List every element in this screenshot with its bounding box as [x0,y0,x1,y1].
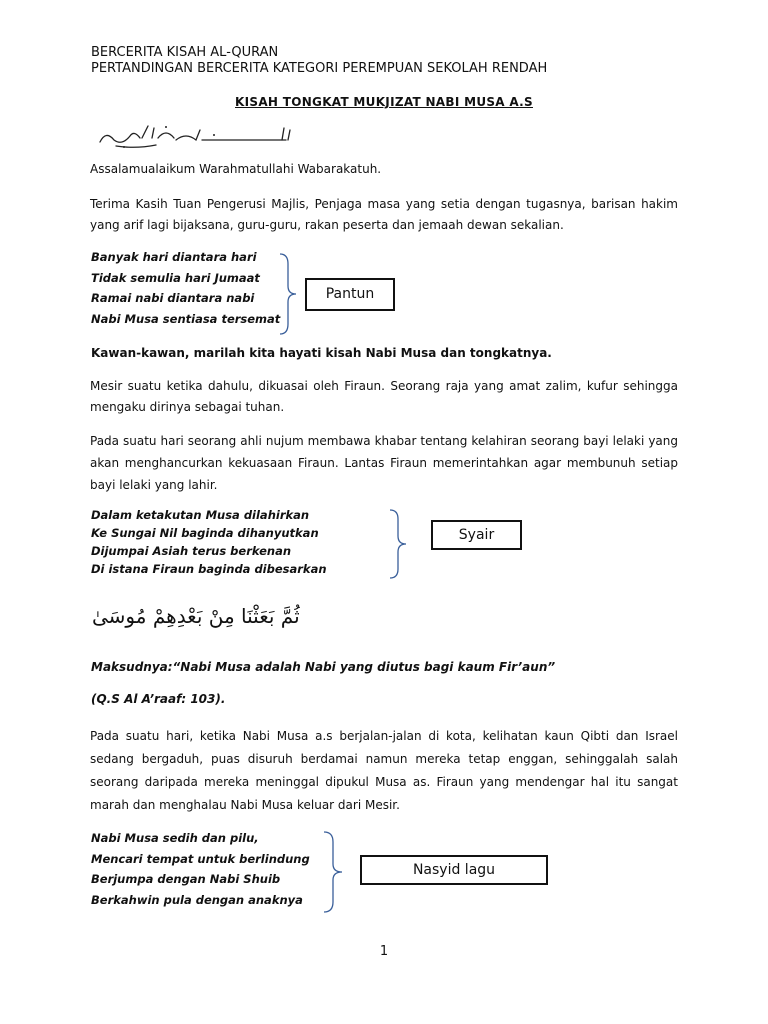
story-title: KISAH TONGKAT MUKJIZAT NABI MUSA A.S [235,95,533,109]
verse-meaning: Maksudnya:“Nabi Musa adalah Nabi yang diutus bagi kaum Fir’aun” [91,660,556,674]
verse-line: Dijumpai Asiah terus berkenan [91,544,292,558]
pantun-label-box: Pantun [305,278,395,311]
verse-line: Berjumpa dengan Nabi Shuib [91,872,281,886]
page-number: 1 [379,944,389,959]
invitation-text: Kawan-kawan, marilah kita hayati kisah Nabi Musa dan tongkatnya. [91,346,552,360]
right-brace-icon [278,252,300,336]
header-line-1: BERCERITA KISAH AL-QURAN [91,45,279,60]
verse-line: Nabi Musa sedih dan pilu, [91,831,259,845]
story-paragraph-2: Pada suatu hari seorang ahli nujum membawa khabar tentang kelahiran seorang bayi lelaki yang akan menghancurkan kekuasaan Firaun. Lantas Firaun memerintahkan agar membunuh setiap bayi lelaki yang lahir. [90,434,678,492]
thanks-paragraph: Terima Kasih Tuan Pengerusi Majlis, Penjaga masa yang setia dengan tugasnya, barisan hakim yang arif lagi bijaksana, guru-guru, rakan peserta dan jemaah dewan sekalian. [90,197,678,232]
story-paragraph-1: Mesir suatu ketika dahulu, dikuasai oleh Firaun. Seorang raja yang amat zalim, kufur sehingga mengaku dirinya sebagai tuhan. [90,379,678,414]
syair-verse [91,506,327,578]
bismillah-calligraphy [96,122,296,150]
verse-reference: (Q.S Al A’raaf: 103). [91,692,226,706]
syair-label-box: Syair [431,520,522,550]
story-paragraph-3: Pada suatu hari, ketika Nabi Musa a.s berjalan-jalan di kota, kelihatan kaun Qibti dan Israel sedang bergaduh, puas disuruh berdamai namun mereka tetap enggan, sehinggalah salah seorang daripada mereka meninggal dipukul Musa as. Firaun yang mendengar hal itu sangat marah dan menghalau Nabi Musa keluar dari Mesir. [90,729,678,812]
greeting-text: Assalamualaikum Warahmatullahi Wabarakatuh. [90,162,382,176]
verse-line: Tidak semulia hari Jumaat [91,270,260,285]
header-line-2: PERTANDINGAN BERCERITA KATEGORI PEREMPUAN SEKOLAH RENDAH [91,61,548,76]
pantun-verse [91,247,280,329]
verse-line: Ramai nabi diantara nabi [91,291,255,305]
quran-verse-arabic: ثُمَّ بَعَثْنَا مِنْ بَعْدِهِمْ مُوسَىٰ [92,604,300,628]
verse-line: Banyak hari diantara hari [91,250,257,264]
verse-line: Dalam ketakutan Musa dilahirkan [91,508,310,522]
nasyid-verse [91,828,310,910]
verse-line: Ke Sungai Nil baginda dihanyutkan [91,526,319,540]
verse-line: Berkahwin pula dengan anaknya [91,892,303,907]
right-brace-icon [388,508,410,580]
nasyid-label-box: Nasyid lagu [360,855,548,885]
verse-line: Nabi Musa sentiasa tersemat [91,311,281,326]
verse-line: Mencari tempat untuk berlindung [91,851,310,866]
right-brace-icon [322,830,346,914]
verse-line: Di istana Firaun baginda dibesarkan [91,562,327,576]
